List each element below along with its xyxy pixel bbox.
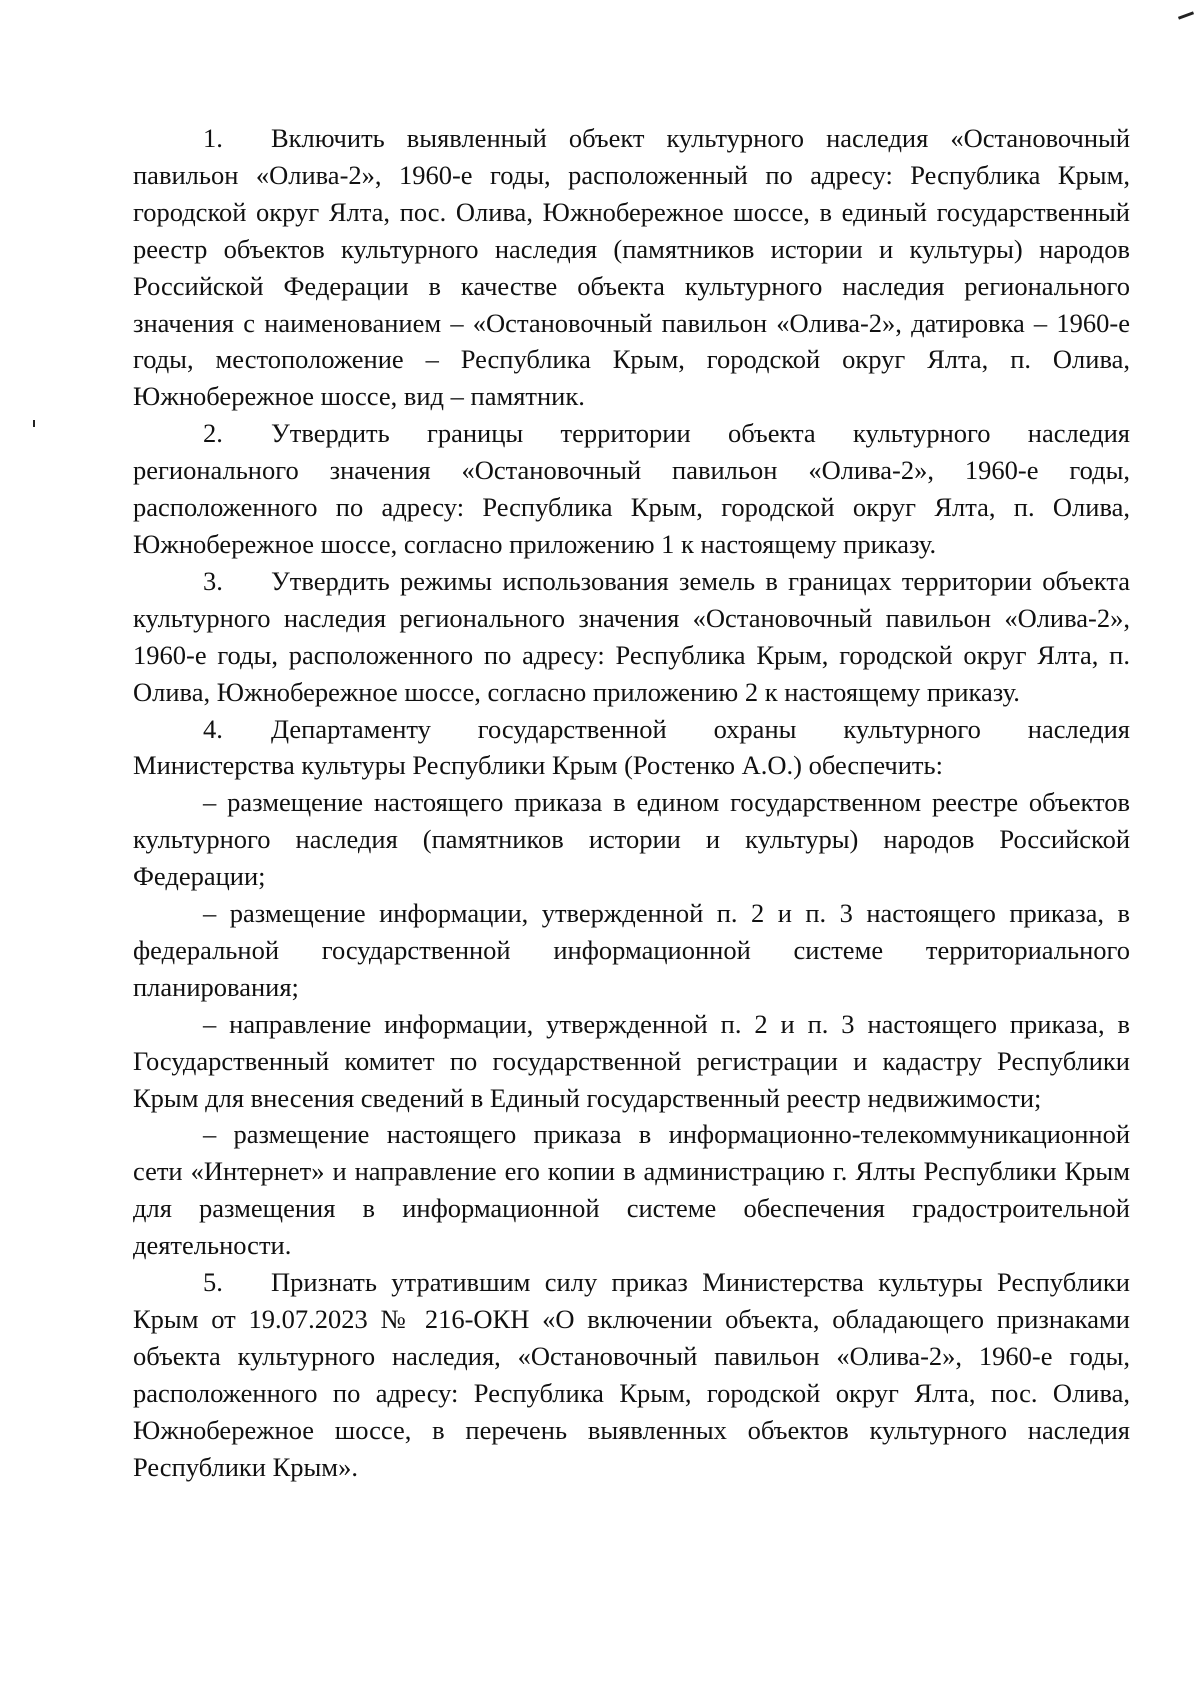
bullet-item: – размещение информации, утвержденной п. 2 и п. 3 настоящего приказа, в федеральной государственной информационной системе территориального планирования;	[133, 898, 1130, 1002]
order-item-3	[133, 563, 1130, 711]
order-item-1	[133, 120, 1130, 415]
order-item-4	[133, 711, 1130, 785]
order-item-2	[133, 415, 1130, 563]
item-number: 4.	[203, 713, 223, 744]
scan-artifact-mark	[1178, 11, 1194, 19]
document-body	[133, 120, 1130, 1486]
scan-artifact-dot	[33, 420, 35, 427]
order-item-5	[133, 1264, 1130, 1485]
item-text: Департаменту государственной охраны культурного наследия Министерства культуры Республики Крым (Ростенко А.О.) обеспечить:	[133, 713, 1130, 781]
item-number: 2.	[203, 418, 223, 449]
item-text: Утвердить режимы использования земель в границах территории объекта культурного наследия регионального значения «Остановочный павильон «Олива-2», 1960-е годы, расположенного по адресу: Республика Крым, городской округ Ялта, п. Олива, Южнобережное шоссе, согласно приложению 2 к настоящему приказу.	[133, 565, 1130, 707]
bullet-item: – размещение настоящего приказа в едином государственном реестре объектов культурного наследия (памятников истории и культуры) народов Российской Федерации;	[133, 787, 1130, 892]
item-text: Включить выявленный объект культурного наследия «Остановочный павильон «Олива-2», 1960-е годы, расположенный по адресу: Республика Крым, городской округ Ялта, пос. Олива, Южнобережное шоссе, в единый государственный реестр объектов культурного наследия (памятников истории и культуры) народов Российской Федерации в качестве объекта культурного наследия регионального значения с наименованием – «Остановочный павильон «Олива-2», датировка – 1960-е годы, местоположение – Республика Крым, городской округ Ялта, п. Олива, Южнобережное шоссе, вид – памятник.	[133, 123, 1130, 412]
item-number: 5.	[203, 1267, 223, 1298]
item-text: Утвердить границы территории объекта культурного наследия регионального значения «Остановочный павильон «Олива-2», 1960-е годы, расположенного по адресу: Республика Крым, городской округ Ялта, п. Олива, Южнобережное шоссе, согласно приложению 1 к настоящему приказу.	[133, 418, 1130, 559]
bullet-item: – направление информации, утвержденной п. 2 и п. 3 настоящего приказа, в Государственный комитет по государственной регистрации и кадастру Республики Крым для внесения сведений в Единый государственный реестр недвижимости;	[133, 1008, 1130, 1113]
bullet-item: – размещение настоящего приказа в информационно-телекоммуникационной сети «Интернет» и направление его копии в администрацию г. Ялты Республики Крым для размещения в информационной системе обеспечения градостроительной деятельности.	[133, 1119, 1130, 1261]
item-text: Признать утратившим силу приказ Министерства культуры Республики Крым от 19.07.2023 № 216-ОКН «О включении объекта, обладающего признаками объекта культурного наследия, «Остановочный павильон «Олива-2», 1960-е годы, расположенного по адресу: Республика Крым, городской округ Ялта, пос. Олива, Южнобережное шоссе, в перечень выявленных объектов культурного наследия Республики Крым».	[133, 1267, 1130, 1482]
item-number: 3.	[203, 565, 223, 596]
item-number: 1.	[203, 123, 223, 153]
